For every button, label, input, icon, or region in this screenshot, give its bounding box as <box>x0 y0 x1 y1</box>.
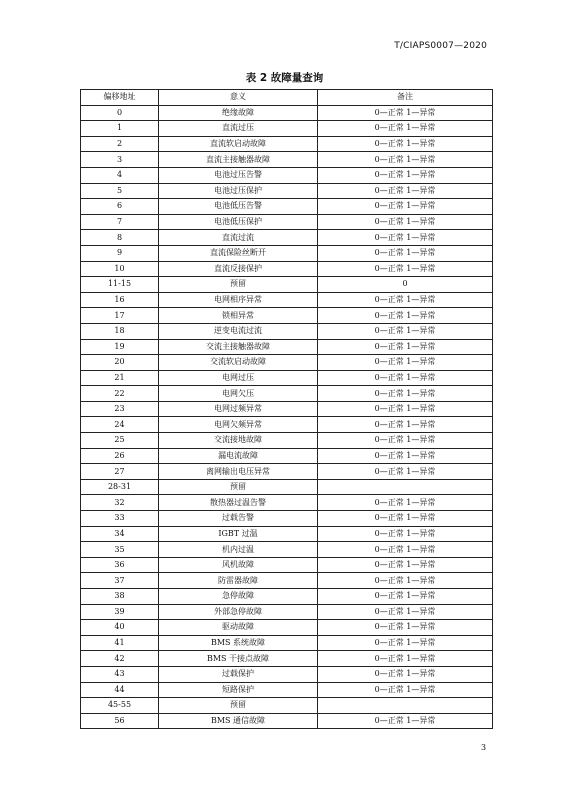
offset-address-cell: 41 <box>81 635 159 651</box>
remarks-cell: 0—正常 1—异常 <box>318 448 493 464</box>
offset-address-cell: 10 <box>81 261 159 277</box>
table-row <box>81 589 493 605</box>
remarks-cell: 0—正常 1—异常 <box>318 167 493 183</box>
meaning-cell: 离网输出电压异常 <box>159 464 318 480</box>
remarks-cell: 0—正常 1—异常 <box>318 620 493 636</box>
offset-address-cell: 5 <box>81 183 159 199</box>
table-row <box>81 355 493 371</box>
meaning-cell: BMS 通信故障 <box>159 713 318 729</box>
meaning-cell: BMS 系统故障 <box>159 635 318 651</box>
meaning-cell: 防雷器故障 <box>159 573 318 589</box>
offset-address-cell: 28-31 <box>81 479 159 495</box>
table-row <box>81 277 493 293</box>
meaning-cell: 风机故障 <box>159 557 318 573</box>
offset-address-cell: 39 <box>81 604 159 620</box>
table-row <box>81 417 493 433</box>
meaning-cell: 直流过流 <box>159 230 318 246</box>
remarks-cell: 0 <box>318 277 493 293</box>
column-header-remarks: 备注 <box>318 90 493 106</box>
meaning-cell: 绝缘故障 <box>159 105 318 121</box>
table-row <box>81 105 493 121</box>
table-row <box>81 386 493 402</box>
meaning-cell: 过载告警 <box>159 511 318 527</box>
remarks-cell: 0—正常 1—异常 <box>318 339 493 355</box>
meaning-cell: 短路保护 <box>159 682 318 698</box>
table-row <box>81 152 493 168</box>
offset-address-cell: 22 <box>81 386 159 402</box>
offset-address-cell: 17 <box>81 308 159 324</box>
offset-address-cell: 19 <box>81 339 159 355</box>
remarks-cell: 0—正常 1—异常 <box>318 557 493 573</box>
remarks-cell: 0—正常 1—异常 <box>318 386 493 402</box>
table-row <box>81 682 493 698</box>
offset-address-cell: 42 <box>81 651 159 667</box>
remarks-cell: 0—正常 1—异常 <box>318 573 493 589</box>
offset-address-cell: 1 <box>81 121 159 137</box>
offset-address-cell: 3 <box>81 152 159 168</box>
meaning-cell: 电网相序异常 <box>159 292 318 308</box>
offset-address-cell: 16 <box>81 292 159 308</box>
table-row <box>81 511 493 527</box>
table-row <box>81 651 493 667</box>
offset-address-cell: 35 <box>81 542 159 558</box>
remarks-cell: 0—正常 1—异常 <box>318 401 493 417</box>
meaning-cell: 过载保护 <box>159 666 318 682</box>
remarks-cell: 0—正常 1—异常 <box>318 604 493 620</box>
meaning-cell: 电网过频异常 <box>159 401 318 417</box>
table-row <box>81 713 493 729</box>
meaning-cell: 电网欠压 <box>159 386 318 402</box>
table-row <box>81 214 493 230</box>
offset-address-cell: 0 <box>81 105 159 121</box>
offset-address-cell: 6 <box>81 199 159 215</box>
offset-address-cell: 33 <box>81 511 159 527</box>
remarks-cell: 0—正常 1—异常 <box>318 464 493 480</box>
remarks-cell: 0—正常 1—异常 <box>318 511 493 527</box>
meaning-cell: 预留 <box>159 479 318 495</box>
remarks-cell: 0—正常 1—异常 <box>318 105 493 121</box>
table-header-row <box>81 90 493 106</box>
meaning-cell: IGBT 过温 <box>159 526 318 542</box>
offset-address-cell: 40 <box>81 620 159 636</box>
offset-address-cell: 44 <box>81 682 159 698</box>
remarks-cell: 0—正常 1—异常 <box>318 526 493 542</box>
remarks-cell: 0—正常 1—异常 <box>318 323 493 339</box>
offset-address-cell: 2 <box>81 136 159 152</box>
remarks-cell: 0—正常 1—异常 <box>318 682 493 698</box>
table-row <box>81 370 493 386</box>
meaning-cell: 直流保险丝断开 <box>159 245 318 261</box>
offset-address-cell: 25 <box>81 433 159 449</box>
offset-address-cell: 34 <box>81 526 159 542</box>
meaning-cell: 电池过压保护 <box>159 183 318 199</box>
meaning-cell: 电池过压告警 <box>159 167 318 183</box>
remarks-cell: 0—正常 1—异常 <box>318 199 493 215</box>
remarks-cell: 0—正常 1—异常 <box>318 713 493 729</box>
table-row <box>81 666 493 682</box>
table-row <box>81 542 493 558</box>
table-row <box>81 339 493 355</box>
offset-address-cell: 20 <box>81 355 159 371</box>
offset-address-cell: 38 <box>81 589 159 605</box>
table-row <box>81 526 493 542</box>
table-row <box>81 183 493 199</box>
offset-address-cell: 8 <box>81 230 159 246</box>
remarks-cell: 0—正常 1—异常 <box>318 308 493 324</box>
remarks-cell: 0—正常 1—异常 <box>318 261 493 277</box>
remarks-cell: 0—正常 1—异常 <box>318 542 493 558</box>
meaning-cell: 散热器过温告警 <box>159 495 318 511</box>
table-row <box>81 245 493 261</box>
remarks-cell: 0—正常 1—异常 <box>318 417 493 433</box>
table-title: 表 2 故障量查询 <box>245 72 324 84</box>
remarks-cell: 0—正常 1—异常 <box>318 136 493 152</box>
remarks-cell: 0—正常 1—异常 <box>318 495 493 511</box>
column-header-offset-address: 偏移地址 <box>81 90 159 106</box>
column-header-meaning: 意义 <box>159 90 318 106</box>
table-row <box>81 698 493 714</box>
table-row <box>81 401 493 417</box>
offset-address-cell: 36 <box>81 557 159 573</box>
offset-address-cell: 37 <box>81 573 159 589</box>
meaning-cell: 交流软启动故障 <box>159 355 318 371</box>
offset-address-cell: 26 <box>81 448 159 464</box>
meaning-cell: 直流反接保护 <box>159 261 318 277</box>
table-row <box>81 136 493 152</box>
remarks-cell: 0—正常 1—异常 <box>318 635 493 651</box>
meaning-cell: 锁相异常 <box>159 308 318 324</box>
table-row <box>81 199 493 215</box>
table-row <box>81 573 493 589</box>
offset-address-cell: 18 <box>81 323 159 339</box>
table-row <box>81 167 493 183</box>
meaning-cell: 电池低压保护 <box>159 214 318 230</box>
meaning-cell: 电网欠频异常 <box>159 417 318 433</box>
remarks-cell: 0—正常 1—异常 <box>318 245 493 261</box>
table-row <box>81 635 493 651</box>
table-row <box>81 230 493 246</box>
offset-address-cell: 7 <box>81 214 159 230</box>
table-row <box>81 433 493 449</box>
offset-address-cell: 56 <box>81 713 159 729</box>
table-row <box>81 464 493 480</box>
remarks-cell: 0—正常 1—异常 <box>318 214 493 230</box>
offset-address-cell: 24 <box>81 417 159 433</box>
document-code: T/CIAPS0007—2020 <box>394 41 487 51</box>
table-row <box>81 292 493 308</box>
offset-address-cell: 43 <box>81 666 159 682</box>
meaning-cell: 预留 <box>159 698 318 714</box>
table-row <box>81 261 493 277</box>
remarks-cell: 0—正常 1—异常 <box>318 183 493 199</box>
table-row <box>81 308 493 324</box>
meaning-cell: 急停故障 <box>159 589 318 605</box>
table-row <box>81 604 493 620</box>
meaning-cell: BMS 干接点故障 <box>159 651 318 667</box>
remarks-cell <box>318 479 493 495</box>
meaning-cell: 逆变电流过流 <box>159 323 318 339</box>
table-row <box>81 620 493 636</box>
page-number: 3 <box>481 743 487 752</box>
table-row <box>81 479 493 495</box>
meaning-cell: 直流过压 <box>159 121 318 137</box>
remarks-cell: 0—正常 1—异常 <box>318 666 493 682</box>
offset-address-cell: 45-55 <box>81 698 159 714</box>
offset-address-cell: 32 <box>81 495 159 511</box>
table-body <box>81 105 493 729</box>
meaning-cell: 漏电流故障 <box>159 448 318 464</box>
remarks-cell: 0—正常 1—异常 <box>318 121 493 137</box>
meaning-cell: 交流主接触器故障 <box>159 339 318 355</box>
meaning-cell: 外部急停故障 <box>159 604 318 620</box>
remarks-cell <box>318 698 493 714</box>
remarks-cell: 0—正常 1—异常 <box>318 433 493 449</box>
table-row <box>81 557 493 573</box>
remarks-cell: 0—正常 1—异常 <box>318 230 493 246</box>
offset-address-cell: 27 <box>81 464 159 480</box>
meaning-cell: 直流软启动故障 <box>159 136 318 152</box>
meaning-cell: 交流接地故障 <box>159 433 318 449</box>
meaning-cell: 电池低压告警 <box>159 199 318 215</box>
offset-address-cell: 4 <box>81 167 159 183</box>
remarks-cell: 0—正常 1—异常 <box>318 651 493 667</box>
table-row <box>81 495 493 511</box>
offset-address-cell: 9 <box>81 245 159 261</box>
meaning-cell: 电网过压 <box>159 370 318 386</box>
fault-query-table <box>80 89 493 729</box>
offset-address-cell: 11-15 <box>81 277 159 293</box>
meaning-cell: 直流主接触器故障 <box>159 152 318 168</box>
offset-address-cell: 21 <box>81 370 159 386</box>
remarks-cell: 0—正常 1—异常 <box>318 370 493 386</box>
meaning-cell: 驱动故障 <box>159 620 318 636</box>
remarks-cell: 0—正常 1—异常 <box>318 589 493 605</box>
meaning-cell: 机内过温 <box>159 542 318 558</box>
table-row <box>81 121 493 137</box>
offset-address-cell: 23 <box>81 401 159 417</box>
table-row <box>81 323 493 339</box>
table-row <box>81 448 493 464</box>
remarks-cell: 0—正常 1—异常 <box>318 292 493 308</box>
remarks-cell: 0—正常 1—异常 <box>318 355 493 371</box>
meaning-cell: 预留 <box>159 277 318 293</box>
remarks-cell: 0—正常 1—异常 <box>318 152 493 168</box>
